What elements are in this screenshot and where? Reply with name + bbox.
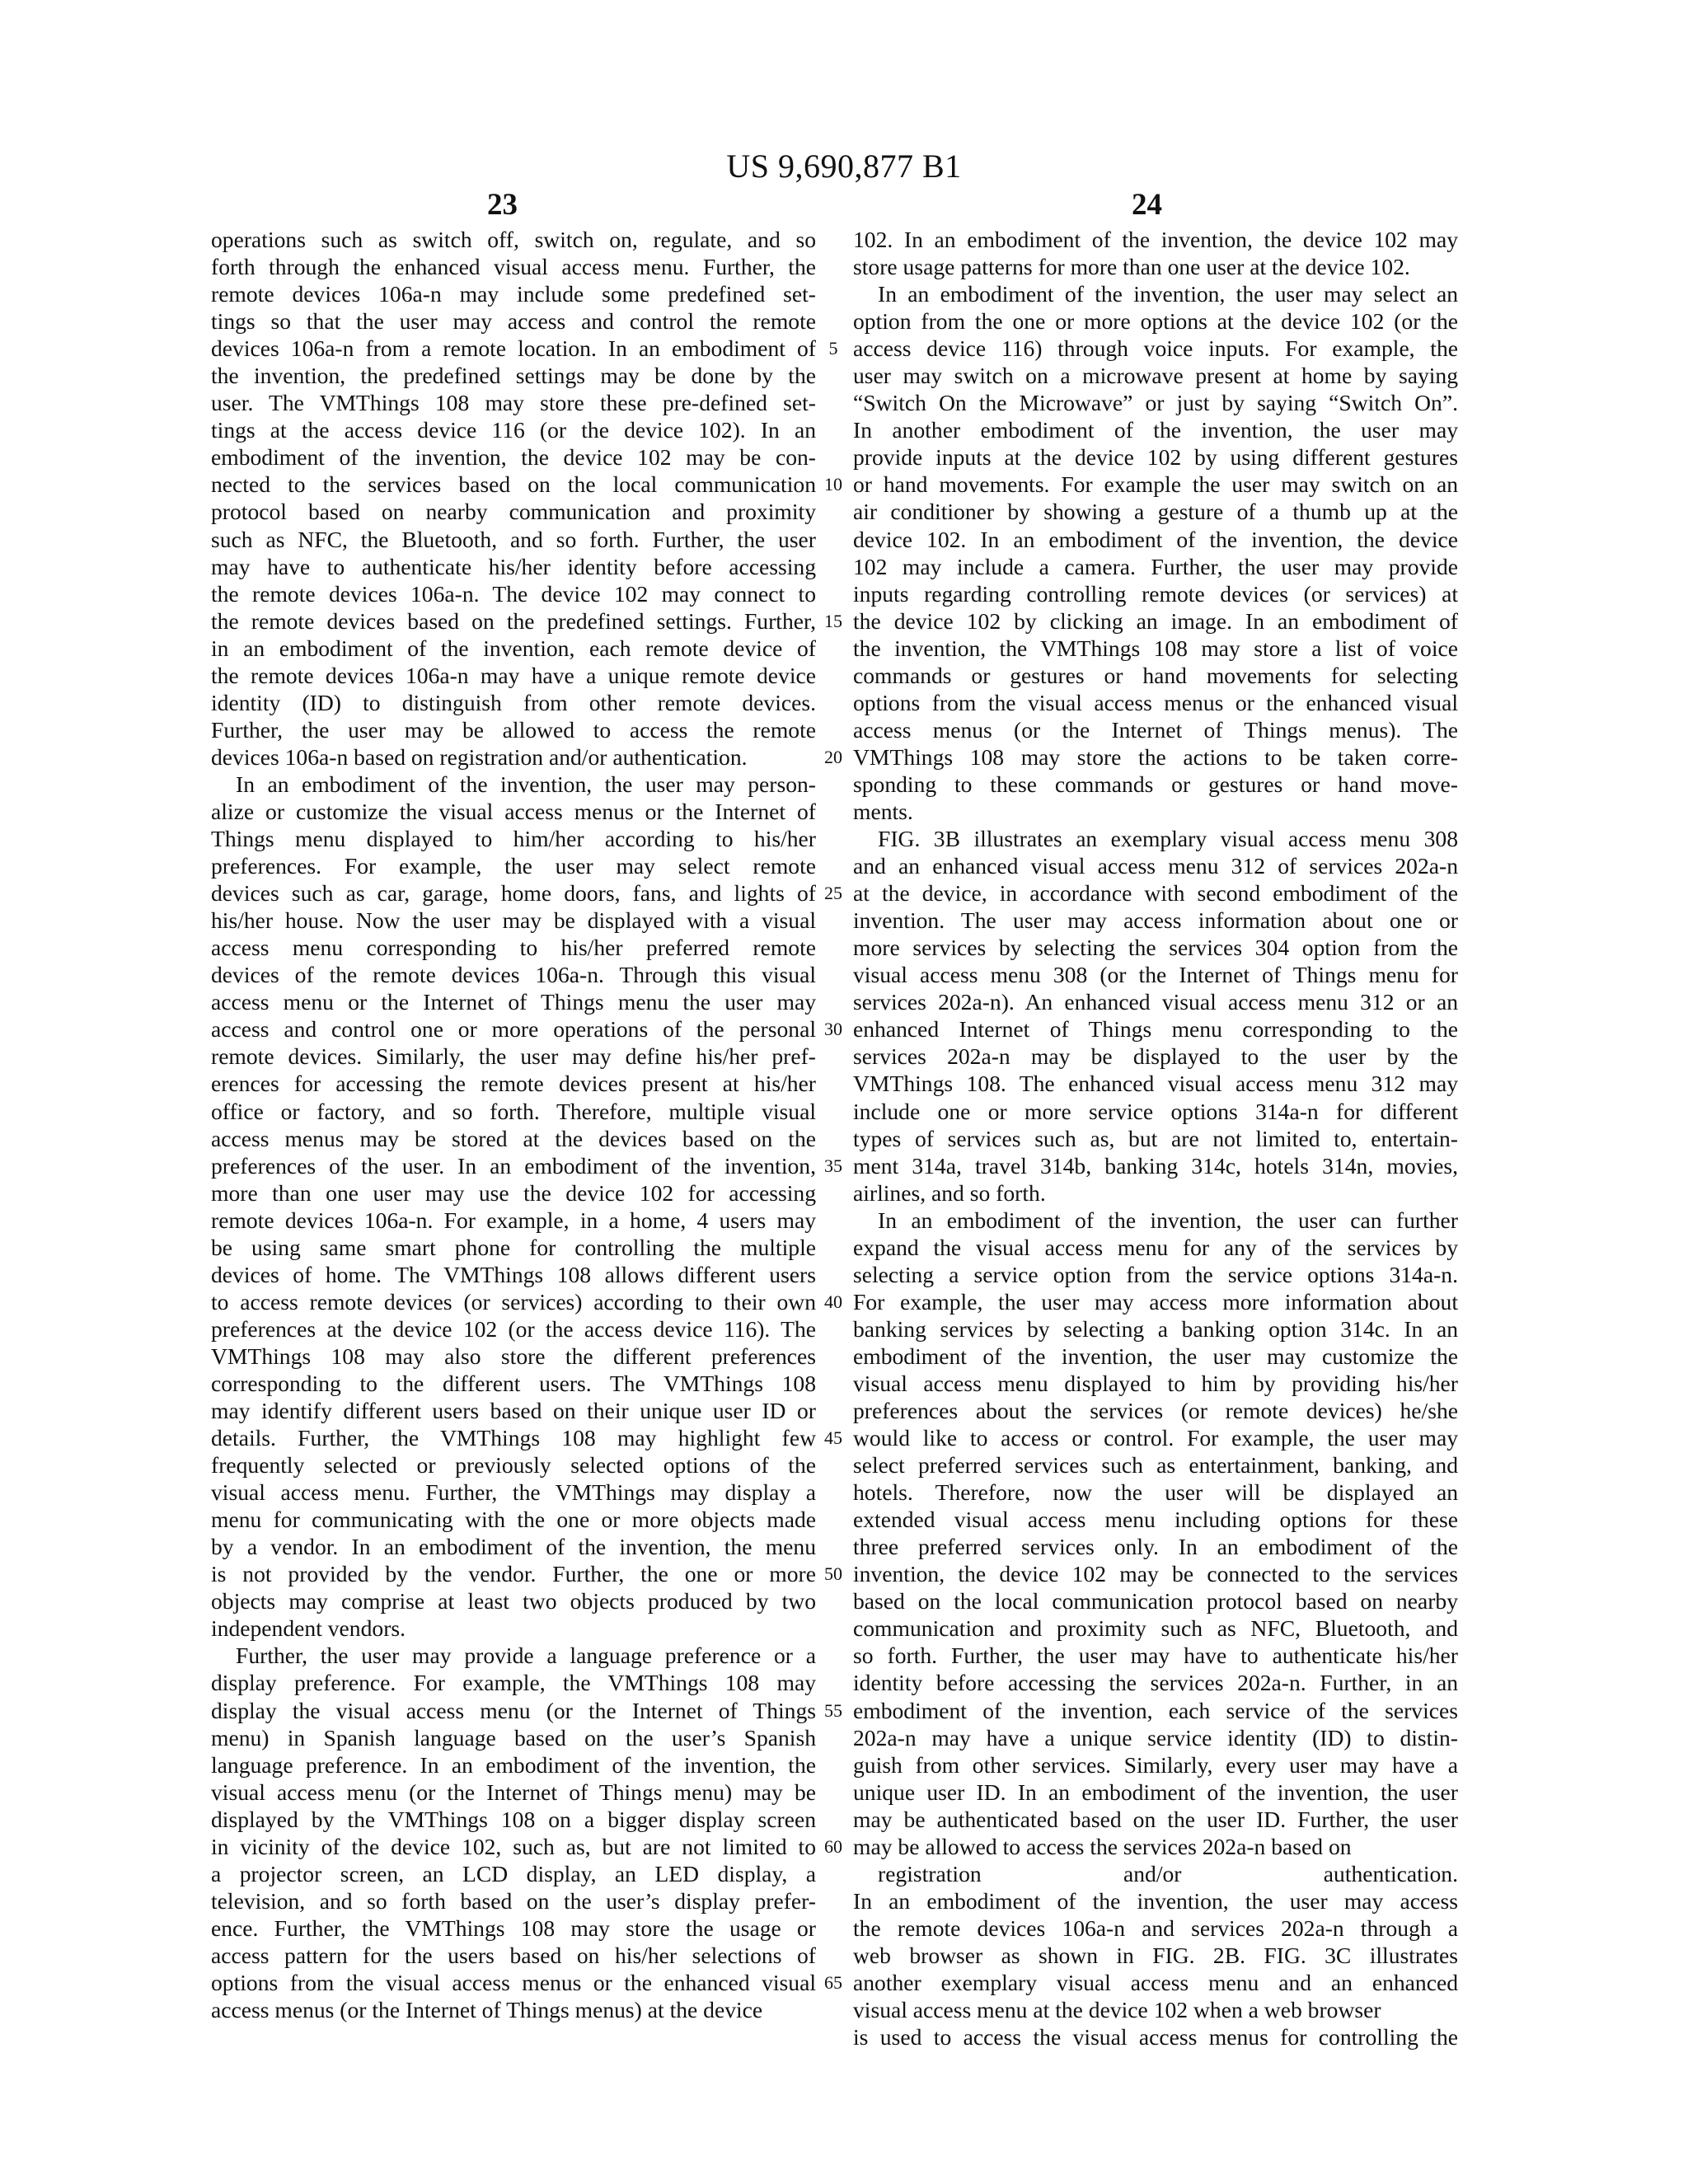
left-column-line: access menu corresponding to his/her preferred remote xyxy=(211,935,816,961)
left-column-line: visual access menu. Further, the VMThings may display a xyxy=(211,1479,816,1506)
right-column-line: For example, the user may access more information about xyxy=(853,1288,1458,1315)
right-column-line: the invention, the VMThings 108 may store a list of voice xyxy=(853,635,1458,661)
left-column-line: Things menu displayed to him/her according to his/her xyxy=(211,826,816,852)
left-column-line: Further, the user may provide a language preference or a xyxy=(236,1643,816,1669)
right-column-line: VMThings 108. The enhanced visual access menu 312 may xyxy=(853,1071,1458,1097)
right-column-line: ments. xyxy=(853,798,913,824)
right-column-line: so forth. Further, the user may have to authenticate his/her xyxy=(853,1643,1458,1669)
patent-number: US 9,690,877 B1 xyxy=(726,148,962,185)
left-column-line: the remote devices 106a-n may have a unique remote device xyxy=(211,662,816,688)
right-column-line: extended visual access menu including options for these xyxy=(853,1507,1458,1533)
left-column-line: office or factory, and so forth. Therefore, multiple visual xyxy=(211,1098,816,1124)
left-column-line: embodiment of the invention, the device 102 may be con- xyxy=(211,444,816,471)
right-column-line: banking services by selecting a banking option 314c. In an xyxy=(853,1315,1458,1342)
right-column-line: “Switch On the Microwave” or just by saying “Switch On”. xyxy=(853,390,1458,416)
right-column-line: air conditioner by showing a gesture of a thumb up at the xyxy=(853,499,1458,525)
left-column-line: VMThings 108 may also store the different preferences xyxy=(211,1343,816,1369)
left-column-line: objects may comprise at least two objects produced by two xyxy=(211,1588,816,1615)
right-column-line: the remote devices 106a-n and services 202a-n through a xyxy=(853,1915,1458,1941)
right-column-line: sponding to these commands or gestures or hand move- xyxy=(853,771,1458,797)
right-column-line: hotels. Therefore, now the user will be displayed an xyxy=(853,1479,1458,1506)
right-column-line: include one or more service options 314a-n for different xyxy=(853,1098,1458,1124)
left-column-line: is not provided by the vendor. Further, the one or more xyxy=(211,1561,816,1587)
left-column-line: language preference. In an embodiment of the invention, the xyxy=(211,1751,816,1778)
right-column-line: enhanced Internet of Things menu corresponding to the xyxy=(853,1016,1458,1043)
margin-line-number: 50 xyxy=(824,1563,842,1585)
right-column-line: services 202a-n). An enhanced visual access menu 312 or an xyxy=(853,989,1458,1015)
left-column-line: alize or customize the visual access menus or the Internet of xyxy=(211,798,816,824)
right-column-line: 202a-n may have a unique service identity (ID) to distin- xyxy=(853,1724,1458,1750)
left-column-line: display preference. For example, the VMThings 108 may xyxy=(211,1670,816,1696)
right-column-line: FIG. 3B illustrates an exemplary visual access menu 308 xyxy=(878,826,1458,852)
left-column-line: in vicinity of the device 102, such as, but are not limited to xyxy=(211,1833,816,1859)
left-column-line: remote devices 106a-n may include some predefined set- xyxy=(211,281,816,307)
margin-line-number: 40 xyxy=(824,1291,842,1312)
left-column-line: operations such as switch off, switch on, regulate, and so xyxy=(211,227,816,252)
left-column-line: access pattern for the users based on his/her selections of xyxy=(211,1942,816,1968)
left-column-line: devices of home. The VMThings 108 allows different users xyxy=(211,1261,816,1287)
left-column-line: devices 106a-n from a remote location. In an embodiment of xyxy=(211,335,816,362)
margin-line-number: 15 xyxy=(824,610,842,631)
left-column-line: forth through the enhanced visual access menu. Further, the xyxy=(211,254,816,280)
left-column-line: ence. Further, the VMThings 108 may store the usage or xyxy=(211,1915,816,1941)
left-column-line: by a vendor. In an embodiment of the invention, the menu xyxy=(211,1534,816,1560)
left-column-line: options from the visual access menus or the enhanced visual xyxy=(211,1970,816,1995)
left-column-line: in an embodiment of the invention, each remote device of xyxy=(211,635,816,661)
right-column-line: guish from other services. Similarly, every user may have a xyxy=(853,1751,1458,1778)
left-column-line: tings so that the user may access and control the remote xyxy=(211,308,816,335)
right-column-line: may be allowed to access the services 202a-n based on xyxy=(853,1833,1352,1859)
right-column-line: commands or gestures or hand movements for selecting xyxy=(853,662,1458,688)
left-column-line: a projector screen, an LCD display, an LED display, a xyxy=(211,1860,816,1886)
right-column-line: visual access menu at the device 102 when a web browser xyxy=(853,1997,1381,2023)
right-column-line: selecting a service option from the service options 314a-n. xyxy=(853,1261,1458,1287)
right-column-line: visual access menu displayed to him by providing his/her xyxy=(853,1370,1458,1396)
right-column-line: web browser as shown in FIG. 2B. FIG. 3C illustrates xyxy=(853,1942,1458,1968)
right-text-column xyxy=(853,226,1458,2050)
right-column-line: is used to access the visual access menus for controlling the xyxy=(853,2024,1458,2050)
left-column-line: user. The VMThings 108 may store these pre-defined set- xyxy=(211,390,816,416)
right-column-line: and an enhanced visual access menu 312 of services 202a-n xyxy=(853,853,1458,879)
right-column-line: identity before accessing the services 202a-n. Further, in an xyxy=(853,1670,1458,1696)
left-column-line: to access remote devices (or services) according to their own xyxy=(211,1288,816,1315)
right-column-line: option from the one or more options at the device 102 (or the xyxy=(853,308,1458,335)
right-column-line: device 102. In an embodiment of the invention, the device xyxy=(853,526,1458,552)
right-column-line: three preferred services only. In an embodiment of the xyxy=(853,1534,1458,1560)
right-column-line: options from the visual access menus or the enhanced visual xyxy=(853,689,1458,715)
right-column-line: communication and proximity such as NFC, Bluetooth, and xyxy=(853,1615,1458,1642)
right-column-line: services 202a-n may be displayed to the user by the xyxy=(853,1043,1458,1070)
left-column-line: such as NFC, the Bluetooth, and so forth. Further, the user xyxy=(211,526,816,552)
right-column-line: store usage patterns for more than one user at the device 102. xyxy=(853,254,1410,280)
left-column-line: the invention, the predefined settings may be done by the xyxy=(211,363,816,389)
right-column-line: unique user ID. In an embodiment of the invention, the user xyxy=(853,1779,1458,1805)
left-column-line: access and control one or more operations of the personal xyxy=(211,1016,816,1043)
margin-line-number: 45 xyxy=(824,1427,842,1449)
left-column-line: devices such as car, garage, home doors, fans, and lights of xyxy=(211,880,816,907)
left-column-line: visual access menu (or the Internet of Things menu) may be xyxy=(211,1779,816,1805)
left-column-line: the remote devices based on the predefined settings. Further, xyxy=(211,607,816,634)
left-column-line: independent vendors. xyxy=(211,1615,406,1642)
left-text-column xyxy=(211,226,816,2023)
left-column-line: corresponding to the different users. The VMThings 108 xyxy=(211,1370,816,1396)
left-column-line: devices of the remote devices 106a-n. Through this visual xyxy=(211,962,816,988)
right-column-line: embodiment of the invention, each service of the services xyxy=(853,1697,1458,1723)
left-column-line: more than one user may use the device 102 for accessing xyxy=(211,1179,816,1206)
margin-line-number: 5 xyxy=(828,338,838,359)
left-column-line: his/her house. Now the user may be displayed with a visual xyxy=(211,907,816,934)
right-column-line: access menus (or the Internet of Things menus). The xyxy=(853,716,1458,743)
margin-line-number: 25 xyxy=(824,883,842,904)
left-column-line: access menus (or the Internet of Things menus) at the device xyxy=(211,1997,763,2023)
left-column-line: access menus may be stored at the devices based on the xyxy=(211,1125,816,1151)
right-column-line: or hand movements. For example the user may switch on an xyxy=(853,471,1458,498)
margin-line-number: 65 xyxy=(824,1972,842,1994)
margin-line-number: 55 xyxy=(824,1699,842,1721)
right-column-line: expand the visual access menu for any of the services by xyxy=(853,1234,1458,1260)
left-column-line: preferences at the device 102 (or the access device 116). The xyxy=(211,1315,816,1342)
left-column-line: Further, the user may be allowed to access the remote xyxy=(211,716,816,743)
left-column-line: identity (ID) to distinguish from other remote devices. xyxy=(211,689,816,715)
right-column-line: more services by selecting the services 304 option from the xyxy=(853,935,1458,961)
left-page-number: 23 xyxy=(487,188,518,222)
right-column-line: In an embodiment of the invention, the user can further xyxy=(878,1207,1458,1233)
left-column-line: display the visual access menu (or the Internet of Things xyxy=(211,1697,816,1723)
right-column-line: invention. The user may access information about one or xyxy=(853,907,1458,934)
right-column-line: 102. In an embodiment of the invention, the device 102 may xyxy=(853,227,1458,252)
right-column-line: user may switch on a microwave present at home by saying xyxy=(853,363,1458,389)
right-column-line: ment 314a, travel 314b, banking 314c, hotels 314n, movies, xyxy=(853,1152,1458,1179)
right-column-line: visual access menu 308 (or the Internet of Things menu for xyxy=(853,962,1458,988)
left-column-line: preferences of the user. In an embodiment of the invention, xyxy=(211,1152,816,1179)
left-column-line: be using same smart phone for controlling the multiple xyxy=(211,1234,816,1260)
left-column-line: details. Further, the VMThings 108 may highlight few xyxy=(211,1425,816,1451)
left-column-line: menu for communicating with the one or more objects made xyxy=(211,1507,816,1533)
left-column-line: menu) in Spanish language based on the user’s Spanish xyxy=(211,1724,816,1750)
left-column-line: nected to the services based on the local communication xyxy=(211,471,816,498)
left-column-line: In an embodiment of the invention, the user may person- xyxy=(236,771,816,797)
right-column-line: provide inputs at the device 102 by using different gestures xyxy=(853,444,1458,471)
right-column-line: registration and/or authentication. xyxy=(878,1860,1458,1886)
right-page-number: 24 xyxy=(1132,188,1162,222)
margin-line-number: 35 xyxy=(824,1155,842,1176)
right-column-line: invention, the device 102 may be connected to the services xyxy=(853,1561,1458,1587)
right-column-line: select preferred services such as entertainment, banking, and xyxy=(853,1452,1458,1479)
right-column-line: at the device, in accordance with second embodiment of the xyxy=(853,880,1458,907)
left-column-line: preferences. For example, the user may select remote xyxy=(211,853,816,879)
right-column-line: types of services such as, but are not limited to, entertain- xyxy=(853,1125,1458,1151)
right-column-line: In another embodiment of the invention, the user may xyxy=(853,417,1458,443)
left-column-line: devices 106a-n based on registration and/or authentication. xyxy=(211,743,748,770)
left-column-line: may identify different users based on their unique user ID or xyxy=(211,1398,816,1424)
right-column-line: the device 102 by clicking an image. In an embodiment of xyxy=(853,607,1458,634)
right-column-line: access device 116) through voice inputs. For example, the xyxy=(853,335,1458,362)
right-column-line: based on the local communication protocol based on nearby xyxy=(853,1588,1458,1615)
left-column-line: may have to authenticate his/her identity before accessing xyxy=(211,553,816,579)
right-column-line: In an embodiment of the invention, the user may access xyxy=(853,1887,1458,1914)
left-column-line: television, and so forth based on the user’s display prefer- xyxy=(211,1887,816,1914)
left-column-line: protocol based on nearby communication and proximity xyxy=(211,499,816,525)
right-column-line: may be authenticated based on the user ID. Further, the user xyxy=(853,1806,1458,1832)
left-column-line: remote devices 106a-n. For example, in a home, 4 users may xyxy=(211,1207,816,1233)
left-column-line: displayed by the VMThings 108 on a bigger display screen xyxy=(211,1806,816,1832)
right-column-line: another exemplary visual access menu and an enhanced xyxy=(853,1970,1458,1995)
margin-line-number: 30 xyxy=(824,1019,842,1040)
left-column-line: erences for accessing the remote devices present at his/her xyxy=(211,1071,816,1097)
right-column-line: preferences about the services (or remote devices) he/she xyxy=(853,1398,1458,1424)
left-column-line: the remote devices 106a-n. The device 102 may connect to xyxy=(211,580,816,607)
right-column-line: would like to access or control. For example, the user may xyxy=(853,1425,1458,1451)
right-column-line: In an embodiment of the invention, the user may select an xyxy=(878,281,1458,307)
right-column-line: VMThings 108 may store the actions to be taken corre- xyxy=(853,743,1458,770)
right-column-line: 102 may include a camera. Further, the user may provide xyxy=(853,553,1458,579)
left-column-line: access menu or the Internet of Things menu the user may xyxy=(211,989,816,1015)
right-column-line: inputs regarding controlling remote devices (or services) at xyxy=(853,580,1458,607)
margin-line-number: 10 xyxy=(824,474,842,495)
left-column-line: frequently selected or previously selected options of the xyxy=(211,1452,816,1479)
left-column-line: tings at the access device 116 (or the device 102). In an xyxy=(211,417,816,443)
left-column-line: remote devices. Similarly, the user may define his/her pref- xyxy=(211,1043,816,1070)
right-column-line: airlines, and so forth. xyxy=(853,1179,1046,1206)
margin-line-number: 20 xyxy=(824,746,842,767)
right-column-line: embodiment of the invention, the user may customize the xyxy=(853,1343,1458,1369)
margin-line-number: 60 xyxy=(824,1835,842,1857)
